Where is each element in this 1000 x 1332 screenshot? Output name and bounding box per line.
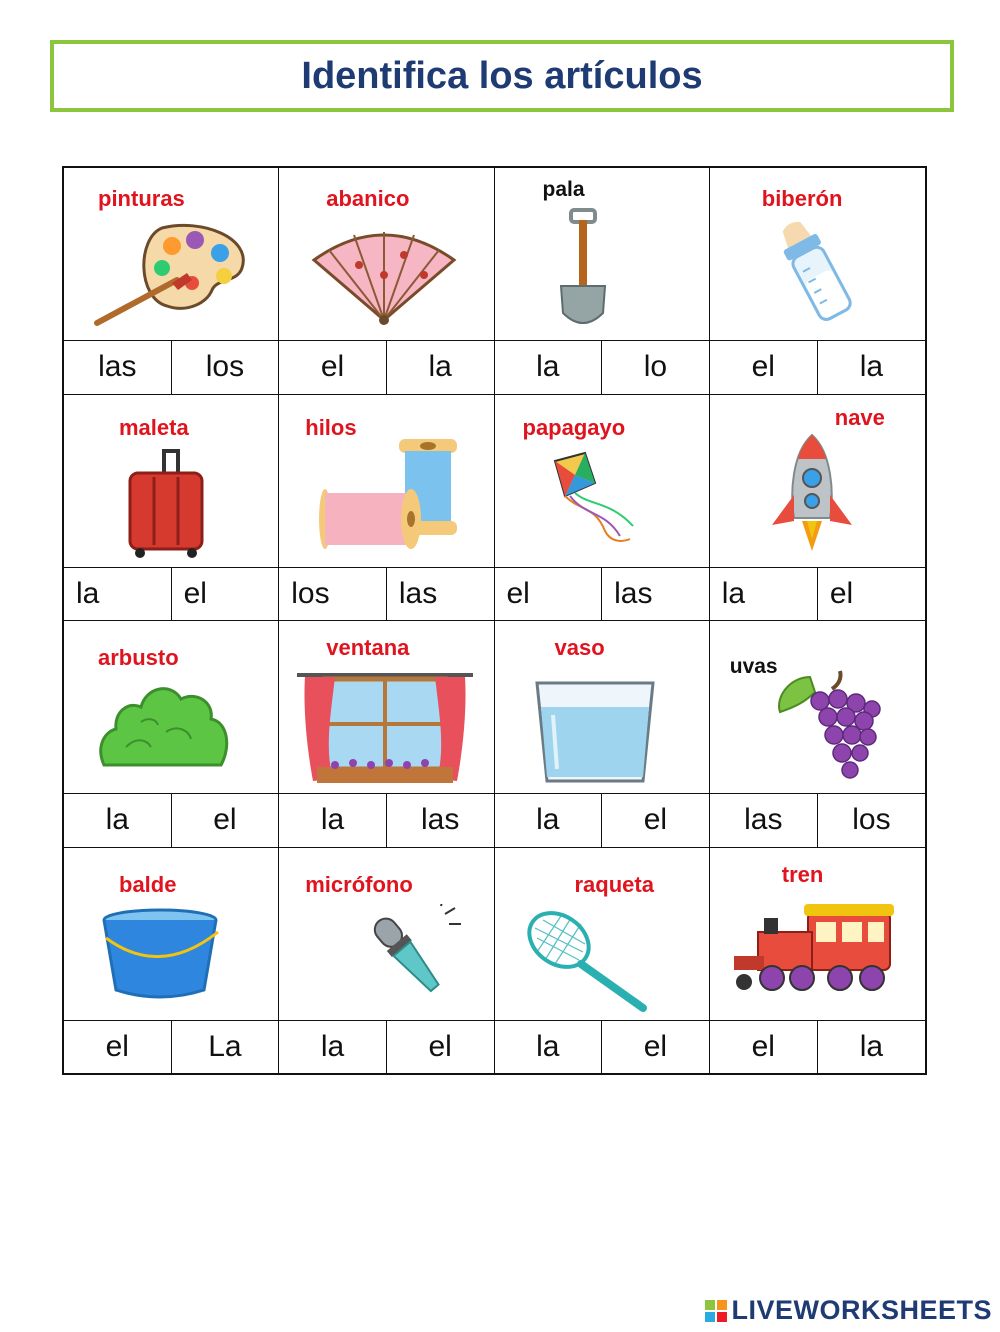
word-label: vaso	[554, 635, 605, 660]
article-choices	[495, 341, 709, 394]
card-papagayo	[495, 395, 710, 622]
article-choices	[279, 1021, 493, 1074]
choice-option[interactable]: la	[536, 1029, 560, 1063]
train-icon	[728, 896, 898, 1001]
word-label: ventana	[326, 635, 410, 660]
microphone-icon	[345, 904, 465, 1004]
page-title: Identifica los artículos	[301, 54, 703, 97]
choice-option[interactable]: la	[320, 803, 345, 837]
article-choices	[710, 341, 925, 394]
card-picture	[495, 848, 709, 1021]
word-label: arbusto	[98, 645, 179, 670]
word-label: maleta	[119, 414, 189, 440]
article-choices	[279, 794, 493, 847]
article-choices	[279, 568, 493, 621]
card-pala	[495, 168, 710, 395]
choice-option[interactable]: la	[105, 803, 129, 837]
palette-icon	[92, 218, 252, 328]
kite-icon	[525, 451, 645, 551]
choice-option[interactable]: las	[601, 568, 709, 621]
choice-option[interactable]: el	[105, 1029, 129, 1063]
window-icon	[295, 669, 475, 789]
card-picture	[710, 168, 925, 341]
worksheet-grid	[62, 166, 927, 1075]
card-picture	[64, 168, 278, 341]
word-label: raqueta	[574, 871, 654, 897]
card-picture	[495, 621, 709, 794]
word-label: hilos	[305, 414, 357, 440]
grapes-icon	[770, 667, 890, 787]
article-choices	[495, 1021, 709, 1074]
card-nave	[710, 395, 925, 622]
footer-logo	[705, 1295, 992, 1326]
article-choices	[279, 341, 493, 394]
word-label: tren	[781, 861, 824, 887]
card-picture	[64, 621, 278, 794]
choice-option[interactable]: los	[291, 576, 330, 610]
card-arbusto	[64, 621, 279, 848]
word-label: pinturas	[98, 186, 185, 211]
card-picture	[710, 848, 925, 1021]
article-choices	[495, 568, 709, 621]
word-label: balde	[119, 871, 177, 897]
choice-option[interactable]: la	[817, 341, 925, 394]
article-choices	[64, 568, 278, 621]
card-uvas	[710, 621, 925, 848]
shovel-icon	[553, 208, 613, 333]
card-picture	[64, 848, 278, 1021]
racket-icon	[523, 908, 653, 1013]
card-picture	[279, 848, 493, 1021]
card-picture	[710, 621, 925, 794]
article-choices	[64, 794, 278, 847]
article-choices	[710, 1021, 925, 1074]
choice-option[interactable]: las	[386, 568, 494, 621]
article-choices	[64, 1021, 278, 1074]
word-label: abanico	[326, 186, 410, 211]
card-maleta	[64, 395, 279, 622]
choice-option[interactable]: La	[171, 1021, 279, 1074]
card-balde	[64, 848, 279, 1074]
thread-spools-icon	[319, 431, 469, 561]
choice-option[interactable]: el	[171, 568, 279, 621]
choice-option[interactable]: el	[817, 568, 925, 621]
card-hilos	[279, 395, 494, 622]
choice-option[interactable]: las	[744, 803, 783, 837]
choice-option[interactable]: el	[601, 794, 709, 847]
suitcase-icon	[124, 449, 214, 561]
bush-icon	[96, 677, 231, 772]
choice-option[interactable]: el	[320, 350, 345, 384]
choice-option[interactable]: la	[721, 576, 746, 610]
logo-mark-icon	[705, 1300, 727, 1322]
choice-option[interactable]: el	[751, 350, 775, 384]
choice-option[interactable]: el	[601, 1021, 709, 1074]
choice-option[interactable]: el	[386, 1021, 494, 1074]
card-microfono	[279, 848, 494, 1074]
title-box	[50, 40, 954, 112]
article-choices	[710, 568, 925, 621]
card-picture	[279, 168, 493, 341]
word-label: biberón	[761, 186, 843, 211]
article-choices	[495, 794, 709, 847]
choice-option[interactable]: los	[171, 341, 279, 394]
card-picture	[279, 621, 493, 794]
card-picture	[495, 395, 709, 568]
rocket-icon	[762, 433, 862, 561]
article-choices	[64, 341, 278, 394]
choice-option[interactable]: la	[817, 1021, 925, 1074]
choice-option[interactable]: el	[506, 576, 530, 610]
article-choices	[710, 794, 925, 847]
choice-option[interactable]: la	[536, 803, 560, 837]
card-ventana	[279, 621, 494, 848]
choice-option[interactable]: la	[386, 341, 494, 394]
choice-option[interactable]: la	[76, 576, 100, 610]
choice-option[interactable]: los	[817, 794, 925, 847]
word-label: papagayo	[522, 414, 626, 440]
card-vaso	[495, 621, 710, 848]
card-picture	[279, 395, 493, 568]
logo-text: LIVEWORKSHEETS	[731, 1295, 992, 1325]
choice-option[interactable]: las	[386, 794, 494, 847]
word-label: pala	[542, 178, 585, 201]
choice-option[interactable]: el	[751, 1029, 775, 1063]
card-raqueta	[495, 848, 710, 1074]
card-picture	[495, 168, 709, 341]
card-tren	[710, 848, 925, 1074]
card-picture	[64, 395, 278, 568]
choice-option[interactable]: la	[536, 350, 560, 384]
fan-icon	[309, 220, 459, 325]
choice-option[interactable]: el	[171, 794, 279, 847]
word-label: uvas	[729, 655, 778, 678]
card-pinturas	[64, 168, 279, 395]
baby-bottle-icon	[760, 216, 870, 326]
word-label: nave	[834, 404, 885, 430]
choice-option[interactable]: lo	[601, 341, 709, 394]
choice-option[interactable]: la	[320, 1029, 345, 1063]
card-biberon	[710, 168, 925, 395]
choice-option[interactable]: las	[98, 350, 137, 384]
card-abanico	[279, 168, 494, 395]
bucket-icon	[100, 908, 225, 1003]
card-picture	[710, 395, 925, 568]
word-label: micrófono	[305, 871, 413, 897]
glass-icon	[533, 677, 658, 787]
